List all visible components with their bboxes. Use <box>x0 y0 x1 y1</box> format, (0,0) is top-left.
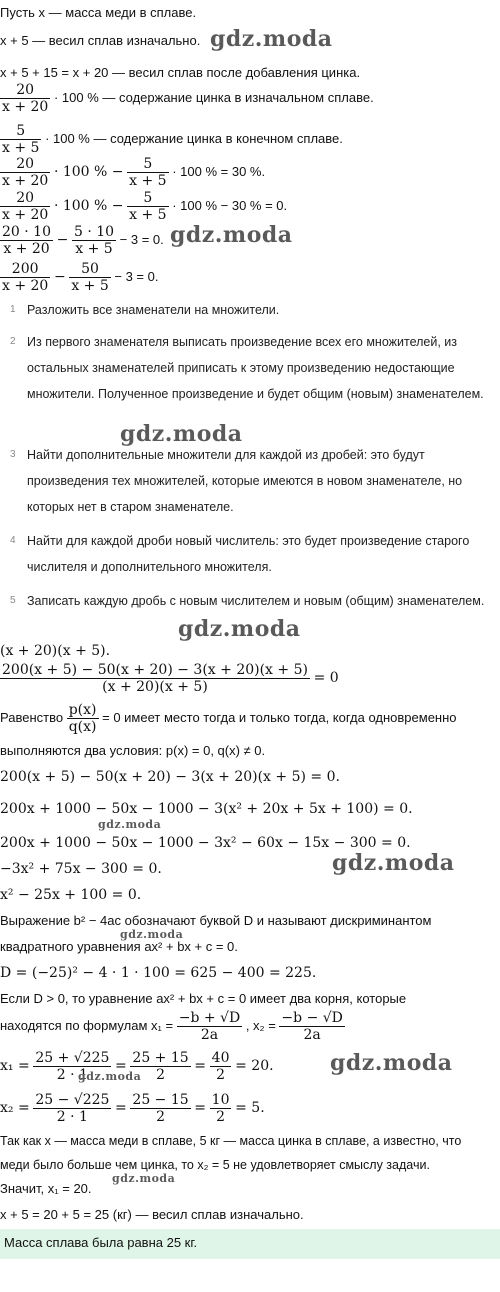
fraction: $\frac{5}{x + 5}$ <box>2 123 40 156</box>
line-conditions: выполняются два условия: p(x) = 0, q(x) ≠ 0. <box>0 743 266 758</box>
line-eq-a8: −3x² + 75x − 300 = 0. <box>0 861 162 877</box>
line-common-denominator: (x + 20)(x + 5). <box>0 643 111 659</box>
watermark: gdz.moda <box>120 928 184 941</box>
line-equation-30: $\frac{20}{x + 20}$ · 100 % − $\frac{5}{x + 5}$ · 100 % = 30 %. <box>2 156 266 189</box>
watermark: gdz.moda <box>332 850 455 876</box>
watermark: gdz.moda <box>112 1172 176 1185</box>
watermark: gdz.moda <box>178 616 301 642</box>
line-since: Так как x — масса меди в сплаве, 5 кг — масса цинка в сплаве, а известно, что <box>0 1134 462 1148</box>
line-eq-a7: 200x + 1000 − 50x − 1000 − 3x² − 60x − 15x − 300 = 0. <box>0 835 411 851</box>
line-eq-a5: 200(x + 5) − 50(x + 20) − 3(x + 20)(x + 5) = 0. <box>0 769 340 785</box>
line-after-zinc: x + 5 + 15 = x + 20 — весил сплав после добавления цинка. <box>0 65 361 80</box>
line-equation-zero: $\frac{20}{x + 20}$ · 100 % − $\frac{5}{x + 5}$ · 100 % − 30 % = 0. <box>2 190 288 223</box>
line-not-satisfy: меди было больше чем цинка, то x₂ = 5 не удовлетворяет смыслу задачи. <box>0 1158 430 1172</box>
watermark: gdz.moda <box>170 222 293 248</box>
line-equation-x10: $\frac{20 \cdot 10}{x + 20}$ − $\frac{5 \cdot 10}{x + 5}$ − 3 = 0. <box>2 224 164 257</box>
list-item: 3 Найти дополнительные множители для каждой из дробей: это будут произведения тех множителей, которые имеются в новом знаменателе, но которых нет в старом знаменателе. <box>10 448 463 514</box>
list-item: 2 Из первого знаменателя выписать произведение всех его множителей, из остальных знаменателей приписать к этому произведению недостающие множители. Полученное произведение и будет общим (новым) знаменателем. <box>10 335 484 401</box>
fraction: $\frac{20}{x + 20}$ <box>2 82 49 115</box>
watermark: gdz.moda <box>98 818 162 831</box>
line-equation-200: $\frac{200}{x + 20}$ − $\frac{50}{x + 5}$ − 3 = 0. <box>2 261 159 294</box>
line-initial-weight: x + 5 — весил сплав изначально. <box>0 33 201 48</box>
line-eq-a6: 200x + 1000 − 50x − 1000 − 3(x² + 20x + 5x + 100) = 0. <box>0 801 413 817</box>
answer-text: Масса сплава была равна 25 кг. <box>4 1235 198 1250</box>
line-discriminant-def: Выражение b² − 4ac обозначают буквой D и называют дискриминантом <box>0 913 432 928</box>
line-eq-a9: x² − 25x + 100 = 0. <box>0 887 142 903</box>
line-x1-result: Значит, x₁ = 20. <box>0 1181 92 1196</box>
line-discriminant-calc: D = (−25)² − 4 · 1 · 100 = 625 − 400 = 225. <box>0 965 317 981</box>
line-equality: Равенство $\frac{p(x)}{q(x)}$ = 0 имеет место тогда и только тогда, когда одновременно <box>0 702 457 735</box>
line-x1: x₁ = $\frac{25 + √225}{2 \cdot 1}$ = $\frac{25 + 15}{2}$ = $\frac{40}{2}$ = 20. <box>0 1050 274 1083</box>
answer-box <box>0 1229 500 1259</box>
line-zinc-initial: $\frac{20}{x + 20}$ · 100 % — содержание цинка в изначальном сплаве. <box>2 82 374 115</box>
watermark: gdz.moda <box>78 1070 142 1083</box>
line-two-roots: Если D > 0, то уравнение ax² + bx + c = 0 имеет два корня, которые <box>0 991 407 1006</box>
list-item: 5 Записать каждую дробь с новым числителем и новым (общим) знаменателем. <box>10 594 485 608</box>
line-quadratic: квадратного уравнения ax² + bx + c = 0. <box>0 939 238 954</box>
line-zinc-final: $\frac{5}{x + 5}$ · 100 % — содержание цинка в конечном сплаве. <box>2 123 343 156</box>
line-big-fraction: $\frac{200(x + 5) - 50(x + 20) - 3(x + 20)(x + 5)}{(x + 20)(x + 5)}$ = 0 <box>2 662 339 695</box>
line-let-x: Пусть x — масса меди в сплаве. <box>0 5 197 20</box>
watermark: gdz.moda <box>330 1050 453 1076</box>
list-item: 4 Найти для каждой дроби новый числитель: это будет произведение старого числителя и дополнительного множителя. <box>10 534 470 574</box>
line-final-weight: x + 5 = 20 + 5 = 25 (кг) — весил сплав изначально. <box>0 1207 304 1222</box>
watermark: gdz.moda <box>120 421 243 447</box>
line-x2: x₂ = $\frac{25 - √225}{2 \cdot 1}$ = $\frac{25 - 15}{2}$ = $\frac{10}{2}$ = 5. <box>0 1092 265 1125</box>
watermark: gdz.moda <box>210 26 333 52</box>
list-item: 1 Разложить все знаменатели на множители. <box>10 303 280 317</box>
line-root-formulas: находятся по формулам x₁ = $\frac{-b + √D}{2a}$ , x₂ = $\frac{-b - √D}{2a}$ <box>0 1010 343 1043</box>
